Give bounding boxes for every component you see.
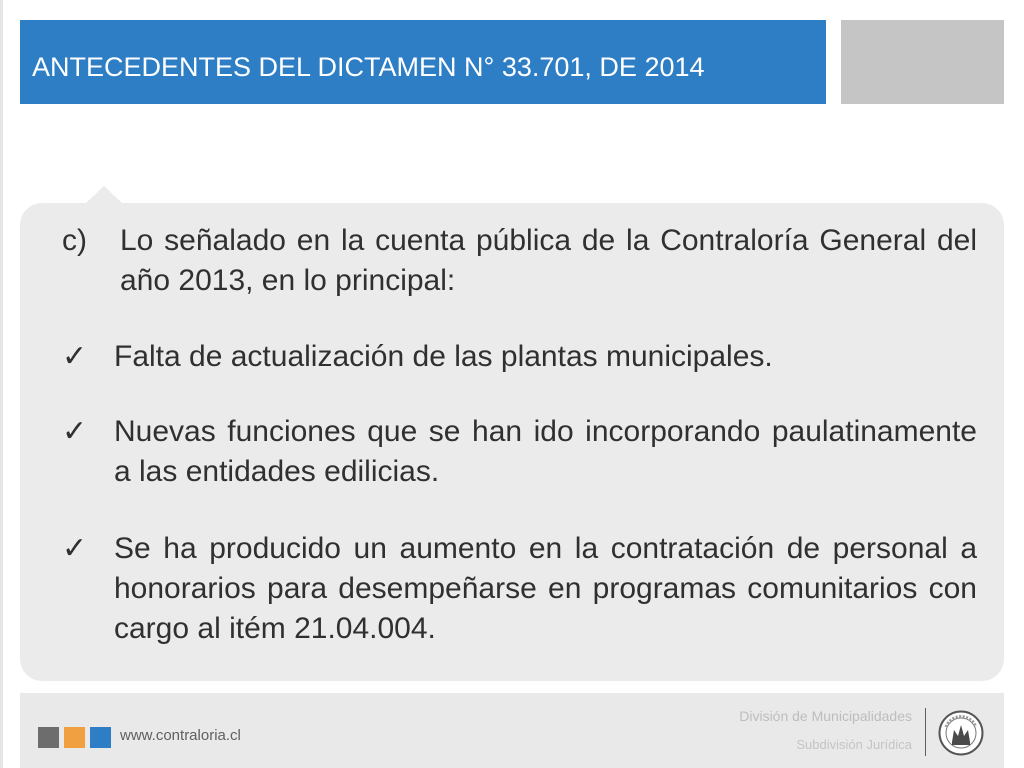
check-icon: ✓	[62, 532, 88, 565]
footer-square-grey	[38, 727, 59, 748]
header-grey-block	[841, 20, 1004, 104]
bullet-text-3: Se ha producido un aumento en la contratación de personal a honorarios para desempeñarse en programas comunitarios con cargo al itém 21.04.004.	[114, 532, 977, 645]
footer-square-orange	[64, 727, 85, 748]
intro-marker: c)	[62, 224, 87, 257]
bullet-text-1: Falta de actualización de las plantas municipales.	[114, 340, 773, 373]
division-name: División de Municipalidades	[739, 708, 912, 724]
callout-pointer	[86, 186, 122, 203]
footer-square-blue	[90, 727, 111, 748]
title-bar	[20, 20, 826, 104]
check-icon: ✓	[62, 415, 88, 448]
bullet-text-2: Nuevas funciones que se han ido incorporando paulatinamente a las entidades edilicias.	[114, 415, 977, 488]
left-border	[0, 0, 3, 768]
slide-title: ANTECEDENTES DEL DICTAMEN N° 33.701, DE 2014	[32, 52, 705, 82]
subdivision-name: Subdivisión Jurídica	[796, 737, 912, 752]
footer-divider	[925, 708, 926, 756]
intro-text: Lo señalado en la cuenta pública de la Contraloría General del año 2013, en lo principal:	[120, 224, 977, 297]
contraloria-seal-icon	[938, 710, 984, 756]
check-icon: ✓	[62, 340, 88, 373]
website-link[interactable]: www.contraloria.cl	[120, 727, 241, 744]
footer	[20, 693, 1004, 768]
